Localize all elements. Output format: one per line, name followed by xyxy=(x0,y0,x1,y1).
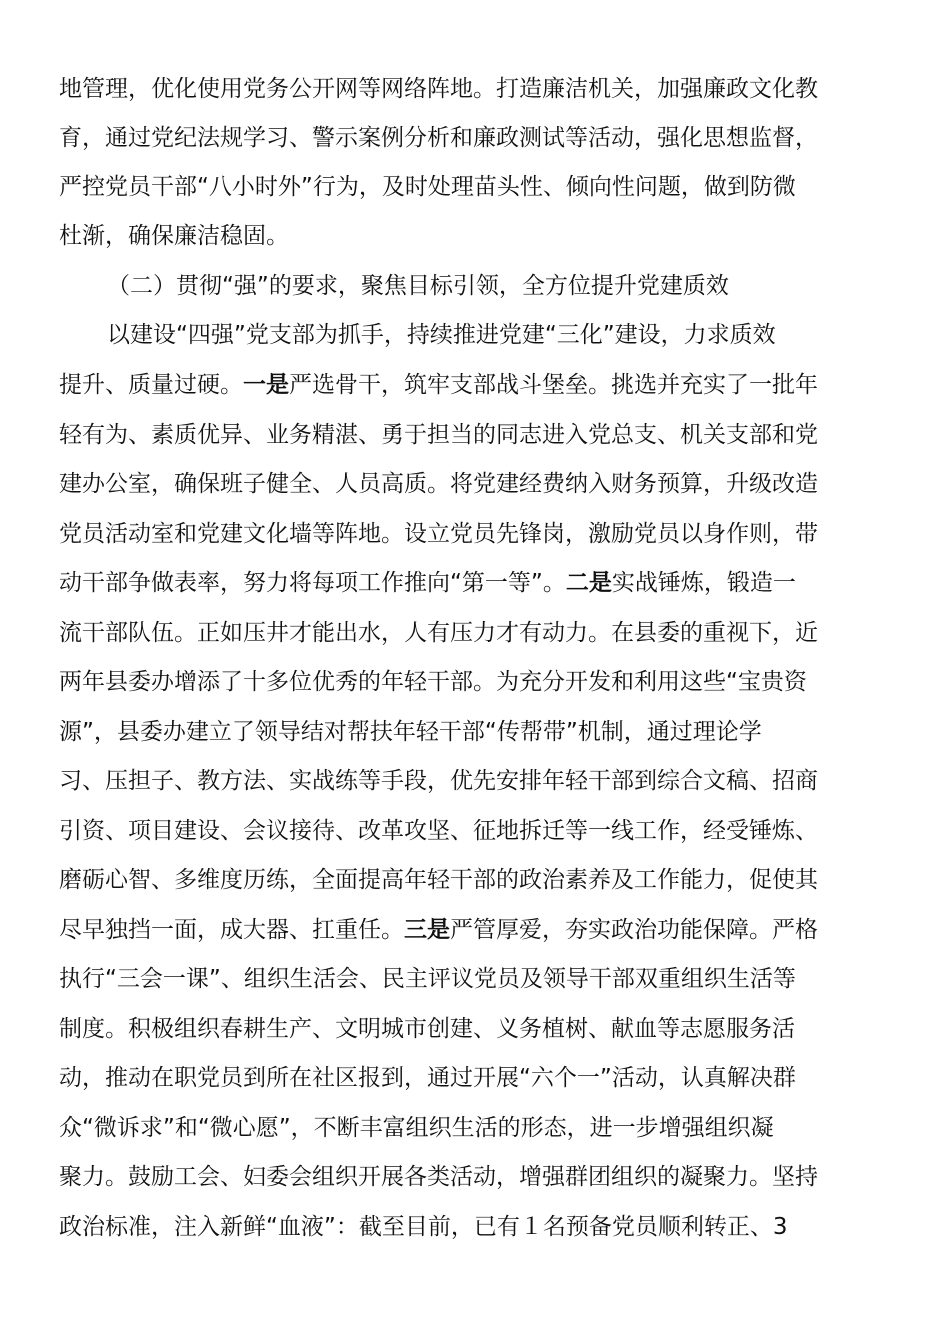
text-line: 习、压担子、教方法、实战练等手段，优先安排年轻干部到综合文稿、招商 xyxy=(59,768,818,794)
text-line: 党员活动室和党建文化墙等阵地。设立党员先锋岗，激励党员以身作则，带 xyxy=(59,521,818,547)
text-run: 尽早独挡一面，成大器、扛重任。 xyxy=(59,917,404,943)
text-line: 众“微诉求”和“微心愿”，不断丰富组织生活的形态，进一步增强组织凝 xyxy=(59,1115,774,1141)
bold-marker: 二是 xyxy=(565,570,612,596)
text-line: 两年县委办增添了十多位优秀的年轻干部。为充分开发和利用这些“宝贵资 xyxy=(59,669,807,695)
text-run: 严选骨干，筑牢支部战斗堡垒。挑选并充实了一批年 xyxy=(289,372,818,398)
text-line: 地管理，优化使用党务公开网等网络阵地。打造廉洁机关，加强廉政文化教 xyxy=(59,76,818,102)
text-line: 育，通过党纪法规学习、警示案例分析和廉政测试等活动，强化思想监督， xyxy=(59,125,818,151)
text-line: 磨砺心智、多维度历练，全面提高年轻干部的政治素养及工作能力，促使其 xyxy=(59,867,818,893)
text-run: 动干部争做表率，努力将每项工作推向“第一等”。 xyxy=(59,570,566,596)
text-line: 制度。积极组织春耕生产、文明城市创建、义务植树、献血等志愿服务活 xyxy=(59,1016,795,1042)
bold-marker: 三是 xyxy=(404,917,450,943)
text-line: 以建设“四强”党支部为抓手，持续推进党建“三化”建设，力求质效 xyxy=(107,322,776,348)
text-line: 政治标准，注入新鲜“血液”：截至目前，已有１名预备党员顺利转正、3 xyxy=(59,1214,788,1240)
text-line xyxy=(59,915,818,945)
text-line xyxy=(59,568,796,598)
text-line: 建办公室，确保班子健全、人员高质。将党建经费纳入财务预算，升级改造 xyxy=(59,471,818,497)
text-run: 实战锤炼，锻造一 xyxy=(611,570,796,596)
text-line: 动，推动在职党员到所在社区报到，通过开展“六个一”活动，认真解决群 xyxy=(59,1065,796,1091)
text-line: 引资、项目建设、会议接待、改革攻坚、征地拆迁等一线工作，经受锤炼、 xyxy=(59,818,818,844)
text-run: 提升、质量过硬。 xyxy=(59,372,243,398)
text-line: 聚力。鼓励工会、妇委会组织开展各类活动，增强群团组织的凝聚力。坚持 xyxy=(59,1164,818,1190)
bold-marker: 一是 xyxy=(243,372,289,398)
text-line: 轻有为、素质优异、业务精湛、勇于担当的同志进入党总支、机关支部和党 xyxy=(59,422,818,448)
text-line: 杜渐，确保廉洁稳固。 xyxy=(59,223,289,249)
text-run: 严管厚爱，夯实政治功能保障。严格 xyxy=(450,917,818,943)
text-line: 严控党员干部“八小时外”行为，及时处理苗头性、倾向性问题，做到防微 xyxy=(59,174,796,200)
text-line: 执行“三会一课”、组织生活会、民主评议党员及领导干部双重组织生活等 xyxy=(59,966,796,992)
section-heading: （二）贯彻“强”的要求，聚焦目标引领，全方位提升党建质效 xyxy=(107,273,729,299)
text-line: 流干部队伍。正如压井才能出水，人有压力才有动力。在县委的重视下，近 xyxy=(59,620,818,646)
text-line: 源”，县委办建立了领导结对帮扶年轻干部“传帮带”机制，通过理论学 xyxy=(59,719,762,745)
text-line xyxy=(59,370,818,400)
